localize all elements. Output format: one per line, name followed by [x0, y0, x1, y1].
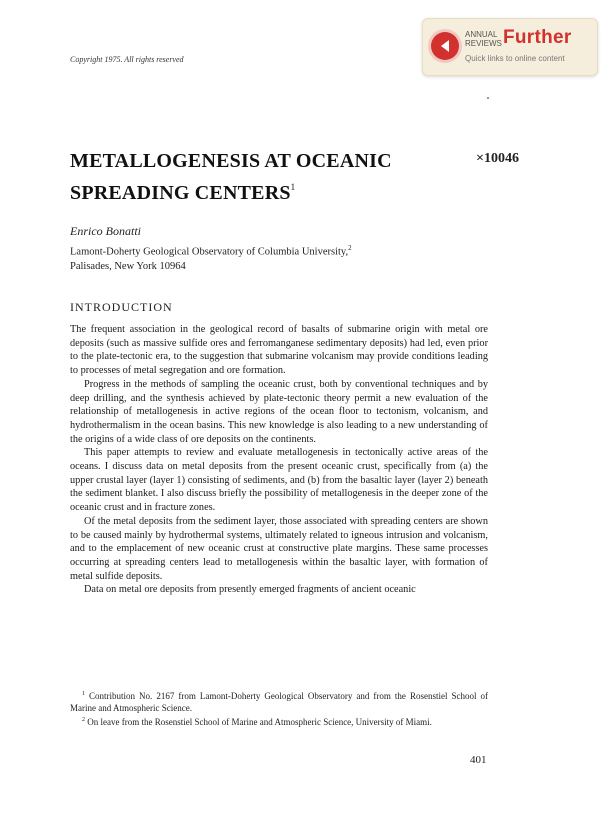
annual-reviews-label: ANNUAL REVIEWS	[465, 30, 502, 48]
footnotes	[70, 688, 488, 728]
paragraph-5: Data on metal ore deposits from presently emerged fragments of ancient oceanic	[84, 584, 416, 596]
title-footnote-mark: 1	[290, 182, 296, 192]
page-number: 401	[470, 754, 487, 766]
paragraph-4: Of the metal deposits from the sediment layer, those associated with spreading centers are shown to be caused mainly by hydrothermal systems, ultimately related to igneous intrusion and volcanism, and to the emplacement of new oceanic crust at constructive plate margins. These same processes occurring at spreading centers lead to metallogenesis within the basaltic layer, with formation of metal sulfide deposits.	[70, 515, 488, 582]
affiliation-footnote-mark: 2	[348, 244, 352, 252]
footnote-2-mark: 2	[82, 717, 85, 723]
article-code: ×10046	[476, 151, 519, 166]
body-text	[70, 323, 488, 597]
paragraph-1: The frequent association in the geological record of basalts of submarine origin with metal ore deposits (such as massive sulfide ores and ferromanganese sedimentary deposits) had led, even prior to the plate-tectonic era, to the suggestion that submarine volcanism may provide conditions leading to processes of metal segregation and ore formation.	[70, 324, 488, 377]
paragraph-3: This paper attempts to review and evaluate metallogenesis in tectonically active areas of the oceans. I discuss data on metal deposits from the present oceanic crust, specifically from (a) the upper crustal layer (layer 1) consisting of sediments, and (b) from the basaltic layer (layer 2) beneath the sediment blanket. I also discuss briefly the possibility of metallogenesis in the deeper zone of the oceanic crust and in fracture zones.	[70, 447, 488, 514]
quick-links-label[interactable]: Quick links to online content	[465, 54, 565, 63]
affiliation	[70, 241, 490, 274]
footnote-2	[70, 714, 488, 728]
footnote-1	[70, 688, 488, 714]
further-label: Further	[503, 27, 572, 48]
author-name: Enrico Bonatti	[70, 224, 141, 238]
article-title	[70, 148, 430, 206]
footnote-1-mark: 1	[82, 691, 85, 697]
further-banner[interactable]	[422, 18, 598, 76]
copyright-notice: Copyright 1975. All rights reserved	[70, 55, 184, 64]
article-title-text: METALLOGENESIS AT OCEANIC SPREADING CENTERS	[70, 150, 392, 204]
footnote-1-text: Contribution No. 2167 from Lamont-Doherty Geological Observatory and from the Rosenstiel School of Marine and Atmospheric Science.	[70, 691, 488, 713]
affiliation-line-1: Lamont-Doherty Geological Observatory of Columbia University,	[70, 246, 349, 258]
affiliation-line-2: Palisades, New York 10964	[70, 260, 186, 272]
back-arrow-icon[interactable]	[431, 32, 459, 60]
footnote-2-text: On leave from the Rosenstiel School of Marine and Atmospheric Science, University of Miami.	[85, 717, 432, 727]
speck	[487, 97, 489, 99]
paragraph-2: Progress in the methods of sampling the oceanic crust, both by conventional techniques and by deep drilling, and the synthesis achieved by plate-tectonic theory permit a new evaluation of the relationship of metallogenesis in active regions of the ocean floor to tectonism, volcanism, and hydrothermalism in the ocean basins. This new knowledge is also leading to a new understanding of the origins of a wide class of ore deposits on the continents.	[70, 378, 488, 445]
section-heading: INTRODUCTION	[70, 300, 173, 314]
